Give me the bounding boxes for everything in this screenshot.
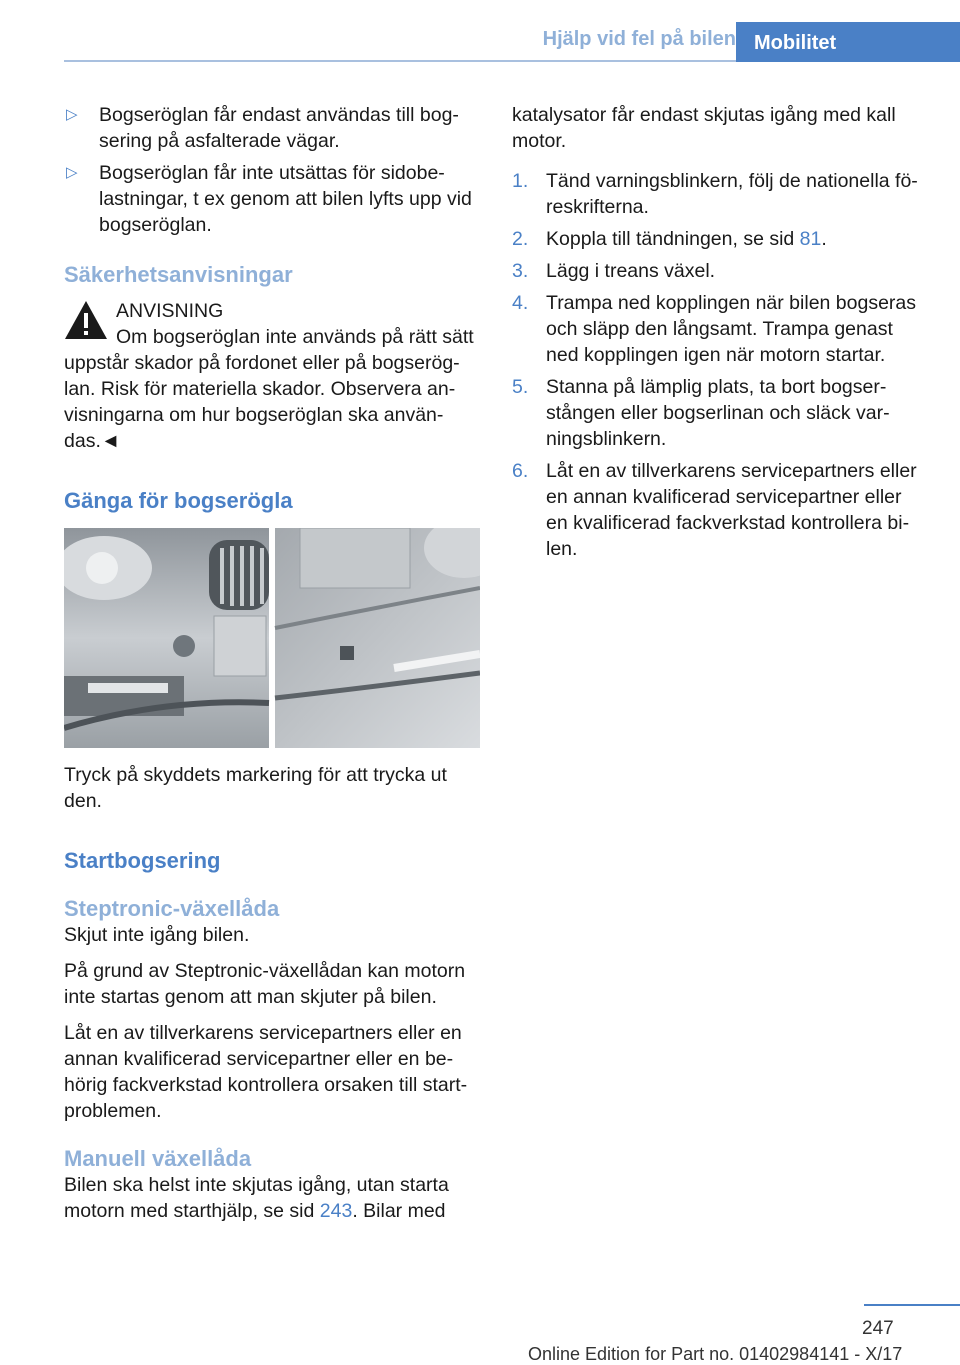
manual-paragraph: Bilen ska helst inte skjutas igång, utan starta motorn med starthjälp, se sid 243. Bilar med bbox=[64, 1174, 449, 1222]
left-column bbox=[64, 102, 480, 1224]
intro-paragraph: katalysator får endast skjutas igång med kall motor. bbox=[512, 104, 896, 152]
list-item: 5. Stanna på lämplig plats, ta bort bogser- stången eller bogserlinan och släck var- ningsblinkern. bbox=[512, 376, 890, 450]
footer-edition: Online Edition for Part no. 01402984141 - X/17 bbox=[528, 1344, 903, 1364]
bumper-illustration bbox=[64, 528, 480, 748]
page-link-81[interactable]: 81 bbox=[799, 228, 822, 250]
footer-rule bbox=[864, 1304, 960, 1306]
page-link-243[interactable]: 243 bbox=[319, 1200, 353, 1222]
list-item: ▷ Bogseröglan får endast användas till bog- sering på asfalterade vägar. bbox=[66, 104, 459, 152]
warning-title: ANVISNING bbox=[116, 300, 224, 322]
safety-heading: Säkerhetsanvisningar bbox=[64, 262, 293, 287]
right-column bbox=[512, 102, 928, 568]
page-number: 247 bbox=[862, 1318, 894, 1339]
steptronic-paragraph-1: Skjut inte igång bilen. bbox=[64, 924, 250, 946]
list-item: 2. Koppla till tändningen, se sid 81. bbox=[512, 228, 827, 250]
start-heading: Startbogsering bbox=[64, 848, 221, 873]
steptronic-paragraph-2: På grund av Steptronic-växellådan kan motorn inte startas genom att man skjuter på bilen. bbox=[64, 960, 466, 1008]
warning-box bbox=[64, 298, 480, 454]
steptronic-paragraph-3: Låt en av tillverkarens servicepartners eller en annan kvalificerad servicepartner eller en be- hörig fackverkstad kontrollera orsaken till start- problemen. bbox=[64, 1022, 468, 1122]
bullet-list bbox=[64, 102, 480, 238]
triangle-bullet-icon: ▷ bbox=[66, 106, 78, 123]
list-item: 4. Trampa ned kopplingen när bilen bogseras och släpp den långsamt. Trampa genast ned kopplingen igen när motorn startar. bbox=[512, 292, 917, 366]
triangle-bullet-icon: ▷ bbox=[66, 164, 78, 181]
header-section-title: Hjälp vid fel på bilen bbox=[542, 28, 736, 50]
warning-text: Om bogseröglan inte används på rätt sätt uppstår skador på fordonet eller på bogserög- lan. Risk för materiella skador. Observera an- visningarna om hur bogseröglan ska använ- das.◄ bbox=[64, 326, 474, 452]
header-chapter-tab[interactable]: Mobilitet bbox=[736, 22, 960, 62]
list-item: ▷ Bogseröglan får inte utsättas för sidobe- lastningar, t ex genom att bilen lyfts upp vid bogseröglan. bbox=[66, 162, 472, 236]
manual-heading: Manuell växellåda bbox=[64, 1146, 252, 1171]
warning-triangle-icon bbox=[64, 300, 108, 340]
thread-heading: Gänga för bogserögla bbox=[64, 488, 293, 513]
bumper-photo bbox=[64, 528, 480, 748]
list-item: 1. Tänd varningsblinkern, följ de nationella fö- reskrifterna. bbox=[512, 170, 918, 218]
steps-list bbox=[512, 168, 928, 562]
list-item: 6. Låt en av tillverkarens servicepartners eller en annan kvalificerad servicepartner eller en kvalificerad fackverkstad kontrollera bi- len. bbox=[512, 460, 917, 560]
list-item: 3. Lägg i treans växel. bbox=[512, 260, 716, 282]
photo-caption: Tryck på skyddets markering för att trycka ut den. bbox=[64, 764, 447, 812]
steptronic-heading: Steptronic-växellåda bbox=[64, 896, 280, 921]
